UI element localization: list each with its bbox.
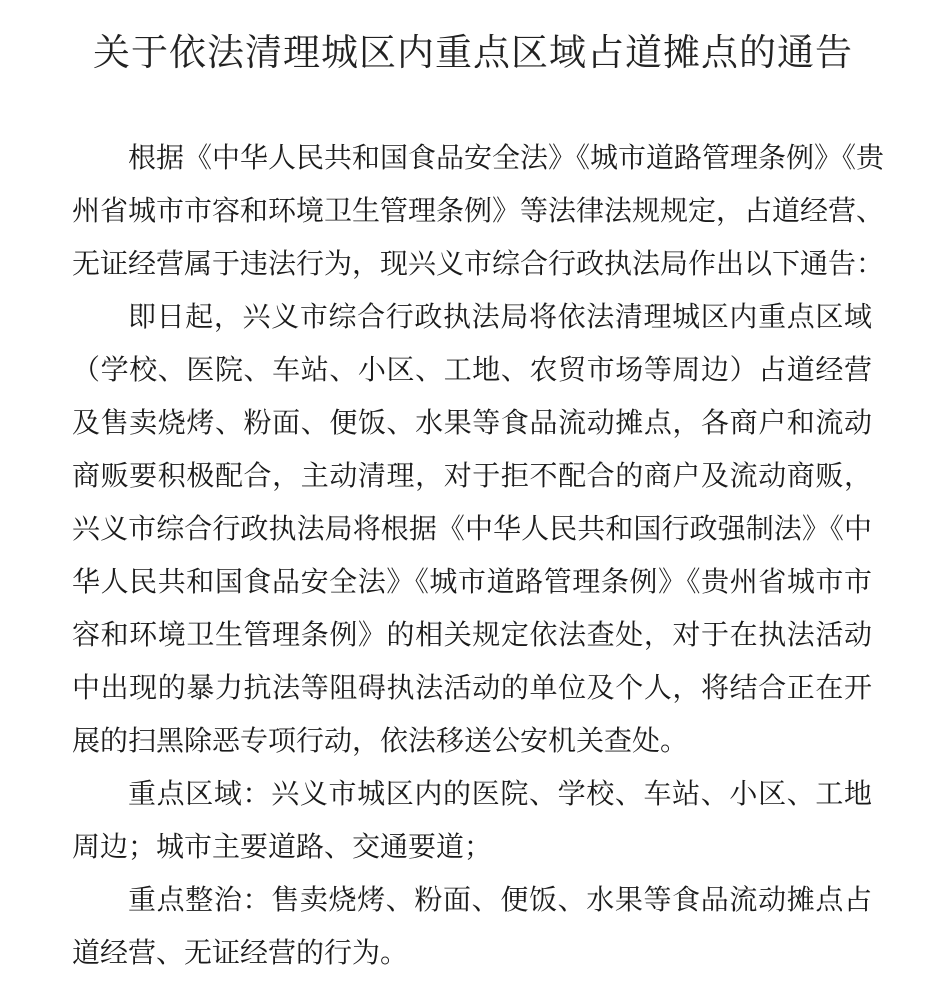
paragraph-2-line-9: 展的扫黑除恶专项行动，依法移送公安机关查处。 [72,724,689,757]
paragraph-2-line-5: 兴义市综合行政执法局将根据《中华人民共和国行政强制法》《中 [72,512,872,545]
key-areas-line-1: 重点区域：兴义市城区内的医院、学校、车站、小区、工地 [128,777,872,810]
paragraph-2-line-6: 华人民共和国食品安全法》《城市道路管理条例》《贵州省城市市 [72,565,872,598]
key-areas-line-2: 周边；城市主要道路、交通要道； [72,830,493,863]
paragraph-1-line-2: 州省城市市容和环境卫生管理条例》等法律法规规定，占道经营、 [72,194,885,227]
paragraph-1-line-1: 根据《中华人民共和国食品安全法》《城市道路管理条例》《贵 [128,141,885,174]
paragraph-2-line-2: （学校、医院、车站、小区、工地、农贸市场等周边）占道经营 [72,353,872,386]
key-rectification-line-2: 道经营、无证经营的行为。 [72,936,409,969]
paragraph-2-line-4: 商贩要积极配合，主动清理，对于拒不配合的商户及流动商贩， [72,459,872,492]
document-title: 关于依法清理城区内重点区域占道摊点的通告 [93,31,853,74]
paragraph-2-line-7: 容和环境卫生管理条例》的相关规定依法查处，对于在执法活动 [72,618,872,651]
paragraph-2-line-3: 及售卖烧烤、粉面、便饭、水果等食品流动摊点，各商户和流动 [72,406,872,439]
paragraph-2-line-8: 中出现的暴力抗法等阻碍执法活动的单位及个人，将结合正在开 [72,671,872,704]
key-rectification-line-1: 重点整治：售卖烧烤、粉面、便饭、水果等食品流动摊点占 [128,883,872,916]
paragraph-2-line-1: 即日起，兴义市综合行政执法局将依法清理城区内重点区域 [128,300,872,333]
paragraph-1-line-3: 无证经营属于违法行为，现兴义市综合行政执法局作出以下通告： [72,247,885,280]
